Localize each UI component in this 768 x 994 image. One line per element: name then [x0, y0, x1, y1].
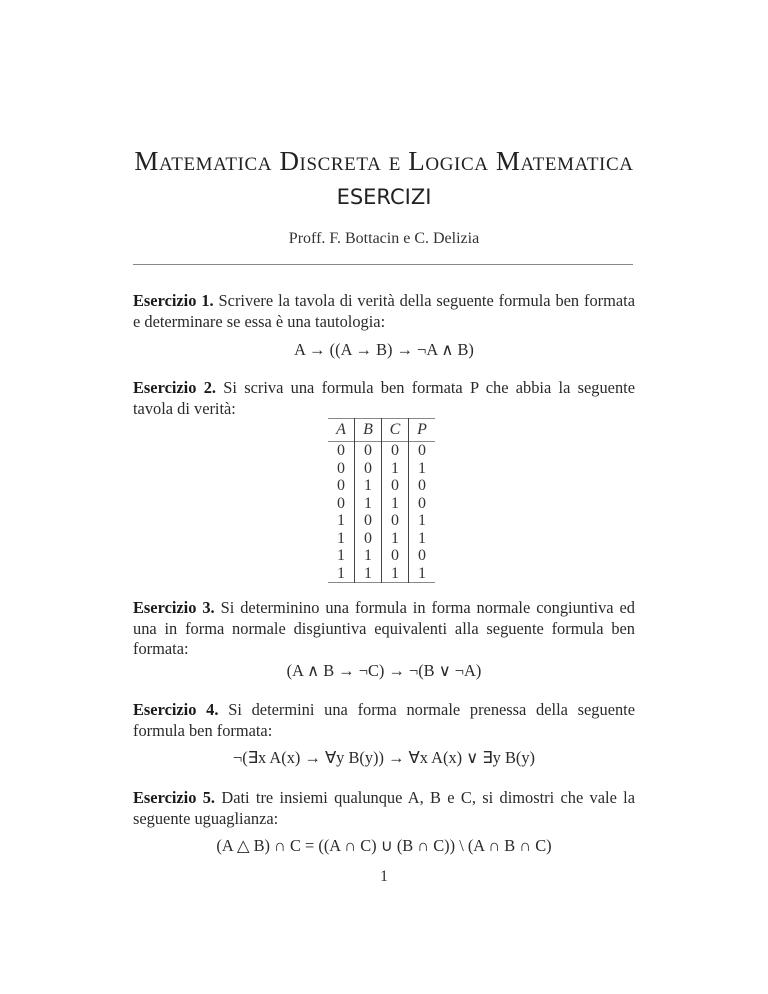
title-divider [133, 264, 633, 265]
document-title: Matematica Discreta e Logica Matematica [134, 146, 634, 176]
exercise-5-label: Esercizio 5. [133, 788, 216, 807]
exercise-1-text: Scrivere la tavola di verità della seguente formula ben formata e determinare se essa è una tautologia: [133, 291, 635, 331]
exercise-3-text: Si determinino una formula in forma normale congiuntiva ed una in forma normale disgiuntiva equivalenti alla seguente formula ben formata: [133, 598, 635, 658]
truth-table-cell: 0 [409, 442, 436, 460]
truth-table-cell: 0 [409, 477, 436, 495]
truth-table-row [328, 547, 435, 565]
truth-table-cell: 1 [382, 530, 409, 548]
truth-table-cell: 1 [382, 565, 409, 583]
exercise-3-label: Esercizio 3. [133, 598, 215, 617]
truth-table-cell: 0 [337, 494, 345, 512]
truth-table-row [328, 477, 435, 495]
truth-table-cell: 1 [409, 530, 436, 548]
truth-table-cell: 0 [409, 495, 436, 513]
truth-table-cell: 0 [337, 477, 345, 494]
exercise-3 [133, 598, 635, 660]
exercise-2-label: Esercizio 2. [133, 378, 216, 397]
truth-table-cell: 1 [382, 460, 409, 478]
truth-table-cell: 1 [355, 495, 382, 513]
exercise-4-formula: ¬(∃x A(x) → ∀y B(y)) → ∀x A(x) ∨ ∃y B(y) [232, 748, 535, 767]
truth-table-cell: 0 [355, 442, 382, 460]
exercise-4-label: Esercizio 4. [133, 700, 219, 719]
exercise-4 [133, 700, 635, 741]
truth-table-cell: 1 [337, 547, 345, 564]
truth-table-cell: 0 [337, 442, 345, 459]
truth-table-cell: 1 [337, 529, 345, 547]
truth-table-row [328, 565, 435, 583]
truth-table [328, 418, 435, 583]
truth-table-cell: 1 [355, 547, 382, 565]
exercise-4-text: Si determini una forma normale prenessa della seguente formula ben formata: [133, 700, 635, 740]
document-subtitle: ESERCIZI [336, 185, 432, 209]
truth-table-cell: 1 [382, 495, 409, 513]
truth-table-row [328, 530, 435, 548]
truth-table-cell: 0 [355, 460, 382, 478]
truth-table-header: C [382, 419, 409, 442]
truth-table-header: B [355, 419, 382, 442]
exercise-2 [133, 378, 635, 419]
truth-table-cell: 1 [409, 460, 436, 478]
truth-table-cell: 0 [409, 547, 436, 565]
truth-table-row [328, 442, 435, 460]
exercise-2-text: Si scriva una formula ben formata P che abbia la seguente tavola di verità: [133, 378, 635, 418]
truth-table-cell: 0 [355, 530, 382, 548]
truth-table-cell: 0 [382, 442, 409, 460]
truth-table-cell: 1 [355, 565, 382, 583]
truth-table-cell: 1 [409, 512, 436, 530]
truth-table-cell: 0 [355, 512, 382, 530]
truth-table-cell: 0 [382, 512, 409, 530]
truth-table-row [328, 512, 435, 530]
exercise-1-label: Esercizio 1. [133, 291, 214, 310]
truth-table-header: A [336, 421, 346, 438]
truth-table-header: P [409, 419, 436, 442]
document-authors: Proff. F. Bottacin e C. Delizia [288, 230, 480, 247]
exercise-1 [133, 291, 635, 332]
exercise-3-formula: (A ∧ B → ¬C) → ¬(B ∨ ¬A) [286, 661, 482, 680]
truth-table-cell: 1 [337, 512, 345, 529]
truth-table-header-row [328, 419, 435, 442]
truth-table-row [328, 495, 435, 513]
exercise-5 [133, 788, 635, 829]
exercise-5-formula: (A △ B) ∩ C = ((A ∩ C) ∪ (B ∩ C)) \ (A ∩ B ∩ C) [216, 836, 552, 855]
truth-table-cell: 0 [382, 547, 409, 565]
truth-table-cell: 1 [355, 477, 382, 495]
page-number: 1 [380, 868, 388, 885]
truth-table-cell: 0 [382, 477, 409, 495]
exercise-5-text: Dati tre insiemi qualunque A, B e C, si dimostri che vale la seguente uguaglianza: [133, 788, 635, 828]
truth-table-cell: 1 [409, 565, 436, 583]
truth-table-row [328, 460, 435, 478]
truth-table-cell: 1 [337, 564, 345, 582]
truth-table-cell: 0 [337, 459, 345, 477]
exercise-1-formula: A → ((A → B) → ¬A ∧ B) [294, 340, 474, 359]
